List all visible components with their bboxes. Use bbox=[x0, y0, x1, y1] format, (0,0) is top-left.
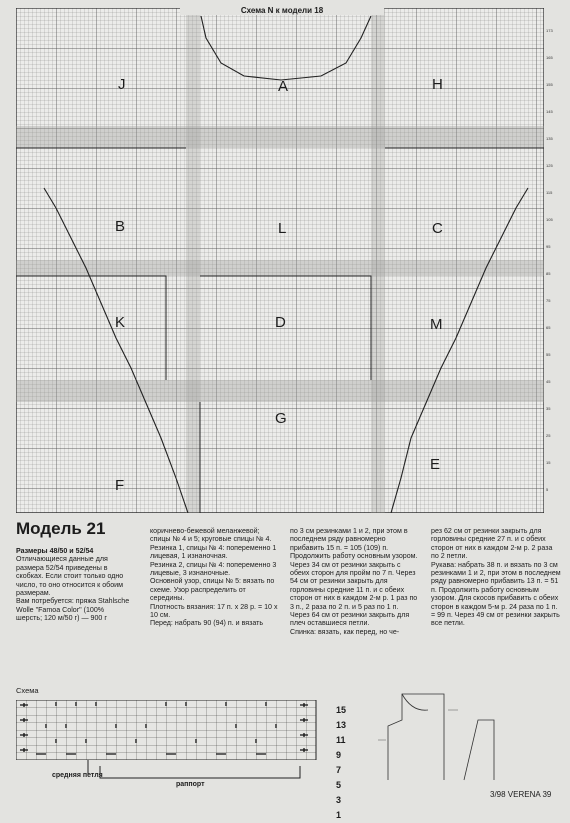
region-label: J bbox=[118, 76, 126, 93]
paragraph: рез 62 см от резинки закрыть для горловины средние 27 п. и с обеих сторон от них в каждом 2-м р. 2 раза по 2 петли. bbox=[431, 527, 553, 561]
materials: Вам потребуется: пряжа Stahlsche Wolle "Famoa Color" (100% шерсть; 120 м/50 г) — 900 г bbox=[16, 597, 130, 623]
stitch-chart bbox=[16, 700, 326, 760]
stitch-row-numbers bbox=[336, 703, 346, 823]
garment-pattern bbox=[378, 690, 498, 786]
region-label: K bbox=[115, 314, 126, 331]
row-number: 105 bbox=[546, 217, 553, 222]
paragraph: коричнево-бежевой меланжевой; спицы № 4 и 5; круговые спицы № 4. bbox=[150, 527, 272, 544]
paragraph: Основной узор, спицы № 5: вязать по схеме. Узор распределить от середины. bbox=[150, 577, 275, 603]
middle-loop-label: средняя петля bbox=[52, 772, 103, 779]
row-number: 75 bbox=[546, 298, 551, 303]
region-label: E bbox=[430, 456, 441, 473]
region-label: H bbox=[432, 76, 443, 93]
row-number: 165 bbox=[546, 55, 553, 60]
row-number: 5 bbox=[336, 780, 342, 790]
row-number: 115 bbox=[546, 190, 553, 195]
paragraph: Перед: набрать 90 (94) п. и вязать bbox=[150, 619, 264, 628]
row-number: 3 bbox=[336, 795, 342, 805]
paragraph: Резинка 2, спицы № 4: попеременно 3 лицевые, 3 изнаночные. bbox=[150, 560, 277, 578]
region-label: A bbox=[278, 78, 289, 95]
row-number: 155 bbox=[546, 82, 553, 87]
row-number: 125 bbox=[546, 163, 553, 168]
schema-label: Схема bbox=[16, 686, 39, 695]
row-number: 25 bbox=[546, 433, 551, 438]
row-number: 7 bbox=[336, 765, 342, 775]
region-label: D bbox=[275, 314, 286, 331]
row-number: 1 bbox=[336, 810, 342, 820]
row-number: 13 bbox=[336, 720, 347, 730]
paragraph: Резинка 1, спицы № 4: попеременно 1 лицевая, 1 изнаночная. bbox=[150, 543, 277, 561]
chart-title: Схема N к модели 18 bbox=[180, 6, 384, 15]
paragraph: Спинка: вязать, как перед, но че- bbox=[290, 627, 400, 636]
text-column-1 bbox=[16, 547, 130, 623]
row-number: 145 bbox=[546, 109, 553, 114]
region-label: C bbox=[432, 220, 443, 237]
row-number: 173 bbox=[546, 28, 553, 33]
sizes-note: Отличающиеся данные для размера 52/54 приведены в скобках. Если стоит только одно число, то оно относится к обоим размерам. bbox=[16, 555, 124, 598]
row-number: 65 bbox=[546, 325, 551, 330]
text-column-4 bbox=[431, 527, 561, 628]
text-column-3 bbox=[290, 527, 418, 636]
repeat-label: раппорт bbox=[176, 781, 205, 788]
row-number: 15 bbox=[336, 705, 347, 715]
region-label: F bbox=[115, 477, 125, 494]
model-heading: Модель 21 bbox=[16, 519, 106, 538]
row-number: 55 bbox=[546, 352, 551, 357]
row-number: 135 bbox=[546, 136, 553, 141]
row-number: 9 bbox=[336, 750, 342, 760]
paragraph: Плотность вязания: 17 п. х 28 р. = 10 х 10 см. bbox=[150, 602, 278, 620]
page-footer: 3/98 VERENA 39 bbox=[490, 790, 552, 799]
region-label: M bbox=[430, 316, 443, 333]
region-label: G bbox=[275, 410, 287, 427]
region-label: B bbox=[115, 218, 126, 235]
row-number: 5 bbox=[546, 487, 549, 492]
row-number: 45 bbox=[546, 379, 551, 384]
row-number: 15 bbox=[546, 460, 551, 465]
row-number: 35 bbox=[546, 406, 551, 411]
paragraph: Рукава: набрать 38 п. и вязать по 3 см резинками 1 и 2, при этом в последнем ряду равномерно прибавить 13 п. = 51 п. Продолжить работу основным узором. Для скосов прибавить с обеих сторон в каждом 5-м р. 24 раза по 1 п. = 99 п. Через 49 см от резинки закрыть все петли. bbox=[431, 560, 561, 628]
sizes-line: Размеры 48/50 и 52/54 bbox=[16, 547, 94, 555]
row-number: 11 bbox=[336, 735, 346, 745]
region-label: L bbox=[278, 220, 287, 237]
row-number: 95 bbox=[546, 244, 551, 249]
row-number: 85 bbox=[546, 271, 551, 276]
paragraph: по 3 см резинками 1 и 2, при этом в последнем ряду равномерно прибавить 15 п. = 105 (109) п. Продолжить работу основным узором. Через 34 см от резинки закрыть с обеих сторон для пройм по 7 п. Через 54 см от резинки закрыть для горловины средние 11 п. и с обеих сторон от них в каждом 2-м р. 1 раз по 3 п., 2 раза по 2 п. и 5 раз по 1 п. Через 64 см от резинки закрыть для плеч оставшиеся петли. bbox=[290, 527, 418, 628]
text-column-2 bbox=[150, 527, 278, 628]
